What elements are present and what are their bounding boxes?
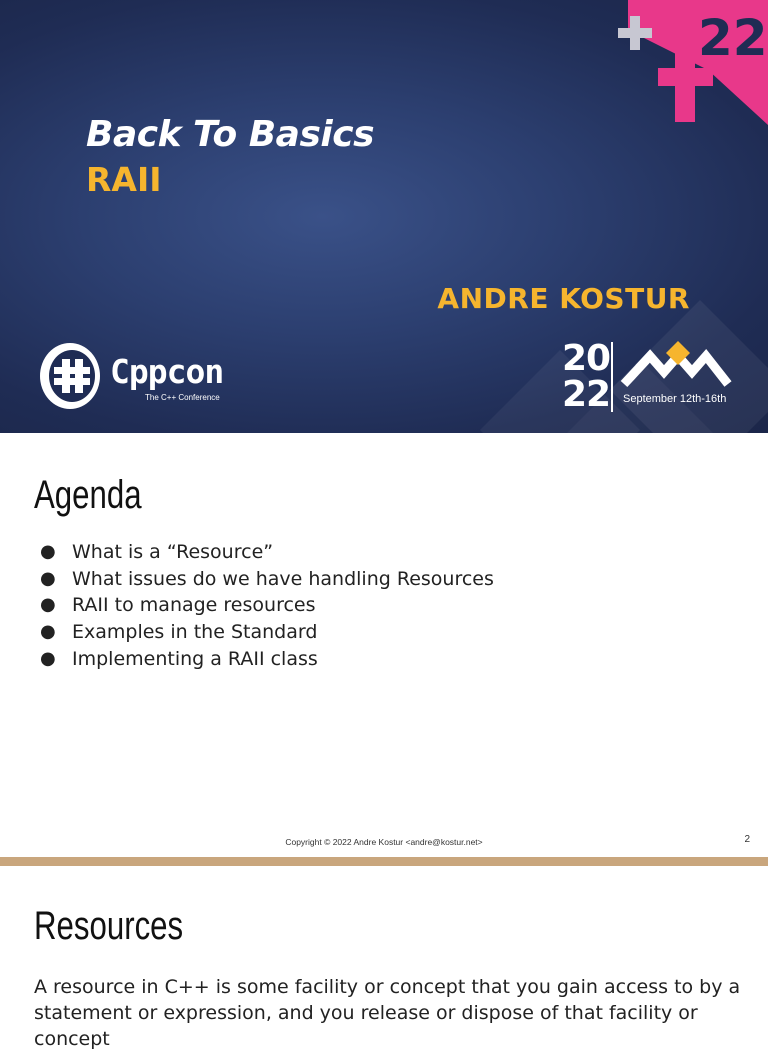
- cppcon-logo-icon: [38, 341, 102, 411]
- agenda-title: Agenda: [34, 473, 142, 517]
- bullet-icon: ●: [40, 647, 56, 669]
- corner-badge-text: 22: [698, 9, 768, 67]
- resources-title: Resources: [34, 904, 184, 948]
- agenda-item-text: Implementing a RAII class: [72, 647, 318, 670]
- agenda-item: [40, 568, 494, 595]
- bullet-icon: ●: [40, 567, 56, 589]
- agenda-item: [40, 621, 494, 648]
- cppcon-logo-text: Cppcon: [110, 352, 224, 391]
- author-name: ANDRE KOSTUR: [437, 282, 690, 315]
- mountain-logo-icon: [620, 340, 732, 390]
- slide-separator: [0, 857, 768, 866]
- copyright-footer: Copyright © 2022 Andre Kostur <andre@kostur.net>: [285, 837, 483, 847]
- title-slide: [0, 0, 768, 433]
- year-bottom: 22: [562, 374, 611, 415]
- cppcon-tagline: The C++ Conference: [145, 393, 220, 402]
- agenda-slide: [0, 433, 768, 857]
- year-divider: [611, 342, 613, 412]
- agenda-item: [40, 541, 494, 568]
- slide-title: Back To Basics: [86, 114, 374, 155]
- slide-subtitle: RAII: [86, 160, 162, 199]
- bullet-icon: ●: [40, 541, 56, 562]
- conference-dates: September 12th-16th: [623, 393, 727, 405]
- year-top: 20: [562, 338, 611, 379]
- agenda-item: [40, 648, 494, 675]
- agenda-item-text: What issues do we have handling Resources: [72, 567, 494, 590]
- plus-22-corner-logo: [618, 0, 768, 125]
- agenda-item-text: Examples in the Standard: [72, 621, 318, 644]
- agenda-item: [40, 594, 494, 621]
- page-number: 2: [744, 834, 750, 845]
- agenda-list: [40, 541, 494, 674]
- bullet-icon: ●: [40, 594, 56, 616]
- resources-slide: [0, 866, 768, 1050]
- bullet-icon: ●: [40, 621, 56, 643]
- agenda-item-text: What is a “Resource”: [72, 541, 274, 563]
- resources-body: A resource in C++ is some facility or concept that you gain access to by a statement or expression, and you release or dispose of that facility or concept: [34, 976, 741, 1050]
- agenda-item-text: RAII to manage resources: [72, 594, 316, 617]
